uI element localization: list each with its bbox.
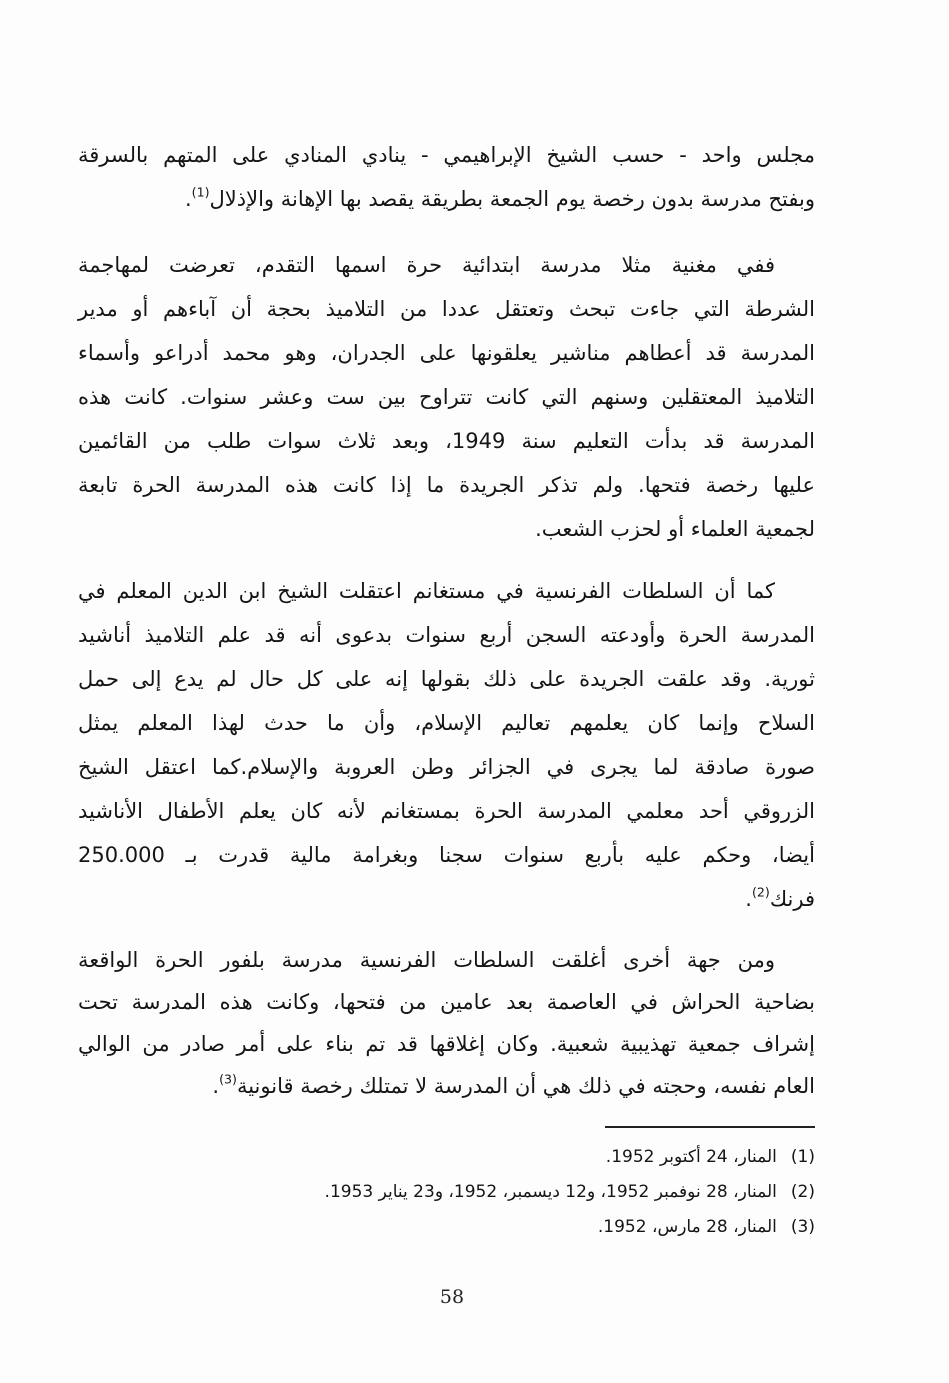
line-text: العام نفسه، وحجته في ذلك هي أن المدرسة لا تمتلك رخصة قانونية (236, 1074, 815, 1098)
line-end-punctuation: . (184, 187, 192, 211)
body-text (78, 133, 815, 1107)
text-line: المدرسة الحرة وأودعته السجن أربع سنوات بدعوى أنه قد علم التلاميذ أناشيد (78, 623, 815, 647)
paragraph (78, 939, 815, 1107)
text-line: الزروقي أحد معلمي المدرسة الحرة بمستغانم لأنه كان يعلم الأطفال الأناشيد (78, 799, 815, 823)
text-line: لجمعية العلماء أو لحزب الشعب. (535, 517, 815, 541)
text-line: المدرسة قد بدأت التعليم سنة 1949، وبعد ثلاث سوات طلب من القائمين (78, 429, 815, 453)
text-line: ففي مغنية مثلا مدرسة ابتدائية حرة اسمها التقدم، تعرضت لمهاجمة (78, 253, 775, 277)
text-line: ومن جهة أخرى أغلقت السلطات الفرنسية مدرسة بلفور الحرة الواقعة (78, 948, 775, 972)
text-line: ثورية. وقد علقت الجريدة على ذلك بقولها إنه على كل حال لم يدع إلى حمل (78, 667, 815, 691)
line-text: فرنك (769, 887, 815, 911)
footnote-ref: (3) (219, 1071, 237, 1087)
footnote-text: المنار، 28 مارس، 1952. (597, 1217, 777, 1237)
footnote-separator (605, 1126, 815, 1128)
text-line: الشرطة التي جاءت تبحث وتعتقل عددا من التلاميذ بحجة أن آباءهم أو مدير (78, 297, 815, 321)
footnote-marker: (3) (790, 1217, 815, 1237)
text-line (78, 1065, 815, 1107)
paragraph (78, 243, 815, 551)
footnotes (78, 1140, 815, 1245)
footnote-text: المنار، 28 نوفمبر 1952، و12 ديسمبر، 1952، و23 يناير 1953. (324, 1182, 777, 1202)
text-line: التلاميذ المعتقلين وسنهم التي كانت تتراوح بين ست وعشر سنوات. كانت هذه (78, 385, 815, 409)
footnote-marker: (2) (790, 1182, 815, 1202)
line-text: وبفتح مدرسة بدون رخصة يوم الجمعة بطريقة يقصد بها الإهانة والإذلال (209, 187, 815, 211)
text-line: أيضا، وحكم عليه بأربع سنوات سجنا وبغرامة مالية قدرت بـ 250.000 (78, 843, 815, 867)
footnote (78, 1140, 815, 1175)
text-line: كما أن السلطات الفرنسية في مستغانم اعتقلت الشيخ ابن الدين المعلم في (78, 579, 775, 603)
text-line (78, 177, 815, 221)
text-line: مجلس واحد - حسب الشيخ الإبراهيمي - ينادي المنادي على المتهم بالسرقة (78, 143, 815, 167)
footnote-ref: (2) (751, 884, 770, 900)
line-end-punctuation: . (212, 1074, 220, 1098)
text-line: إشراف جمعية تهذيبية شعبية. وكان إغلاقها قد تم بناء على أمر صادر من الوالي (78, 1032, 815, 1056)
paragraph (78, 133, 815, 221)
footnote-text: المنار، 24 أكتوبر 1952. (605, 1147, 777, 1167)
footnote-ref: (1) (191, 184, 210, 200)
paragraph (78, 569, 815, 921)
footnote-marker: (1) (790, 1147, 815, 1167)
text-line: بضاحية الحراش في العاصمة بعد عامين من فتحها، وكانت هذه المدرسة تحت (78, 990, 815, 1014)
text-line (78, 877, 815, 921)
line-end-punctuation: . (745, 887, 752, 911)
text-line: عليها رخصة فتحها. ولم تذكر الجريدة ما إذا كانت هذه المدرسة الحرة تابعة (78, 473, 815, 497)
footnote (78, 1210, 815, 1245)
footnote (78, 1175, 815, 1210)
text-line: صورة صادقة لما يجرى في الجزائر وطن العروبة والإسلام.كما اعتقل الشيخ (78, 755, 815, 779)
text-line: السلاح وإنما كان يعلمهم تعاليم الإسلام، وأن ما حدث لهذا المعلم يمثل (78, 711, 815, 735)
text-line: المدرسة قد أعطاهم مناشير يعلقونها على الجدران، وهو محمد أدراعو وأسماء (78, 341, 815, 365)
page-number: 58 (439, 1286, 465, 1308)
